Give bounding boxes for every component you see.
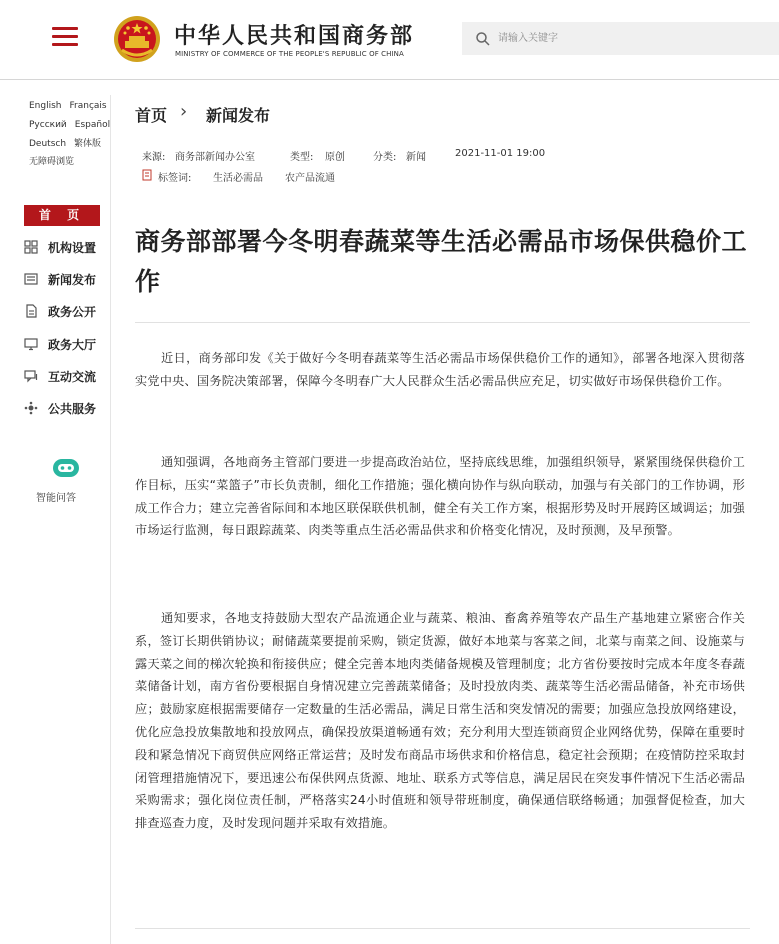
tag-link[interactable]: 农产品流通 xyxy=(285,173,335,184)
org-grid-icon xyxy=(24,240,38,254)
language-row xyxy=(29,100,119,113)
lang-russian[interactable]: Русский xyxy=(29,120,67,130)
sidebar-item-org[interactable] xyxy=(24,237,110,257)
chevron-right-icon: › xyxy=(180,101,188,122)
publish-datetime: 2021-11-01 19:00 xyxy=(455,148,546,159)
breadcrumb-home[interactable]: 首页 xyxy=(135,106,168,125)
lang-german[interactable]: Deutsch xyxy=(29,139,67,149)
article-paragraph: 通知要求，各地支持鼓励大型农产品流通企业与蔬菜、粮油、畜禽养殖等农产品生产基地建立紧密合作关系，签订长期供销协议；耐储蔬菜要提前采购，锁定货源，做好本地菜与客菜之间，北菜与南菜之间、设施菜与露天菜之间的梯次轮换和衔接供应；健全完善本地肉类储备规模及管理制度；北方省份要按时完成本年度冬春蔬菜储备计划，南方省份要根据自身情况建立完善蔬菜储备；及时投放肉类、蔬菜等生活必需品储备，补充市场供应；鼓励家庭根据需要储存一定数量的生活必需品，满足日常生活和突发情况的需要；加强应急投放网络建设，优化应急投放集散地和投放网点，确保投放渠道畅通有效；充分利用大型连锁商贸企业网络优势，保障在重要时段和紧急情况下商贸供应网络正常运营；及时发布商品市场供求和价格信息，稳定社会预期；在疫情防控采取封闭管理措施情况下，要迅速公布保供网点货源、地址、联系方式等信息，满足居民在突发事件情况下生活必需品采购需求；强化岗位责任制，严格落实24小时值班和领导带班制度，确保通信联络畅通；加强督促检查，加大排查巡查力度，及时发现问题并采取有效措施。 xyxy=(135,611,745,831)
language-row xyxy=(29,119,119,132)
national-emblem-icon[interactable] xyxy=(112,14,162,64)
sidebar-item-gov-hall[interactable] xyxy=(24,334,110,354)
sidebar-item-news[interactable] xyxy=(24,269,110,289)
sidebar-item-interaction[interactable] xyxy=(24,366,110,386)
ministry-name-en: MINISTRY OF COMMERCE OF THE PEOPLE'S REPUBLIC OF CHINA xyxy=(175,50,404,58)
search-input[interactable] xyxy=(498,26,768,50)
sidebar-item-label: 政务大厅 xyxy=(48,337,97,352)
chat-icon xyxy=(24,369,38,383)
lang-spanish[interactable]: Español xyxy=(74,120,111,130)
breadcrumb-current[interactable]: 新闻发布 xyxy=(206,106,271,125)
search-icon[interactable] xyxy=(475,31,491,47)
lang-traditional-chinese[interactable]: 繁体版 xyxy=(74,139,102,149)
sidebar-item-label: 公共服务 xyxy=(48,401,97,416)
tag-icon xyxy=(142,169,152,181)
news-list-icon xyxy=(24,272,38,286)
language-row xyxy=(29,156,119,169)
menu-icon[interactable] xyxy=(52,27,78,47)
bottom-divider xyxy=(135,928,750,929)
category-key: 分类: xyxy=(373,152,397,163)
ministry-name-cn[interactable]: 中华人民共和国商务部 xyxy=(174,24,415,49)
sidebar-divider xyxy=(110,95,111,944)
service-icon xyxy=(24,401,38,415)
sidebar-item-label: 互动交流 xyxy=(48,369,97,384)
site-header xyxy=(0,0,779,80)
type-key: 类型: xyxy=(290,152,314,163)
article-paragraph: 近日，商务部印发《关于做好今冬明春蔬菜等生活必需品市场保供稳价工作的通知》，部署各地深入贯彻落实党中央、国务院决策部署，保障今冬明春广大人民群众生活必需品供应充足，切实做好市场保供稳价工作。 xyxy=(135,351,745,388)
assistant-label[interactable]: 智能问答 xyxy=(36,493,76,504)
sidebar-item-gov-info[interactable] xyxy=(24,301,110,321)
language-row xyxy=(29,138,119,151)
tag-link[interactable]: 生活必需品 xyxy=(213,173,263,184)
source-value: 商务部新闻办公室 xyxy=(175,152,255,163)
lang-french[interactable]: Français xyxy=(69,101,107,111)
sidebar-item-label: 机构设置 xyxy=(48,240,97,255)
article-paragraph: 通知强调，各地商务主管部门要进一步提高政治站位，坚持底线思维，加强组织领导，紧紧围绕保供稳价工作目标，压实“菜篮子”市长负责制，细化工作措施；强化横向协作与纵向联动，加强与有关部门的工作协调，形成工作合力；建立完善省际间和本地区联保联供机制，健全有关工作方案，根据形势及时开展跨区域调运；加强市场运行监测，每日跟踪蔬菜、肉类等重点生活必需品供求和价格变化情况，及时预测，及早预警。 xyxy=(135,455,745,538)
article-title: 商务部部署今冬明春蔬菜等生活必需品市场保供稳价工作 xyxy=(135,227,748,296)
category-value: 新闻 xyxy=(406,152,426,163)
source-key: 来源: xyxy=(142,152,166,163)
lang-english[interactable]: English xyxy=(29,101,62,111)
document-icon xyxy=(24,304,38,318)
monitor-icon xyxy=(24,337,38,351)
sidebar-item-label: 政务公开 xyxy=(48,304,97,319)
sidebar-home-button[interactable]: 首 页 xyxy=(24,205,100,226)
accessibility-link[interactable]: 无障碍浏览 xyxy=(29,157,75,167)
type-value: 原创 xyxy=(325,152,345,163)
sidebar-item-label: 新闻发布 xyxy=(48,272,97,287)
title-divider xyxy=(135,322,750,323)
tags-label: 标签词: xyxy=(158,173,192,184)
robot-assistant-icon[interactable] xyxy=(50,455,82,481)
sidebar-item-public-service[interactable] xyxy=(24,398,110,418)
